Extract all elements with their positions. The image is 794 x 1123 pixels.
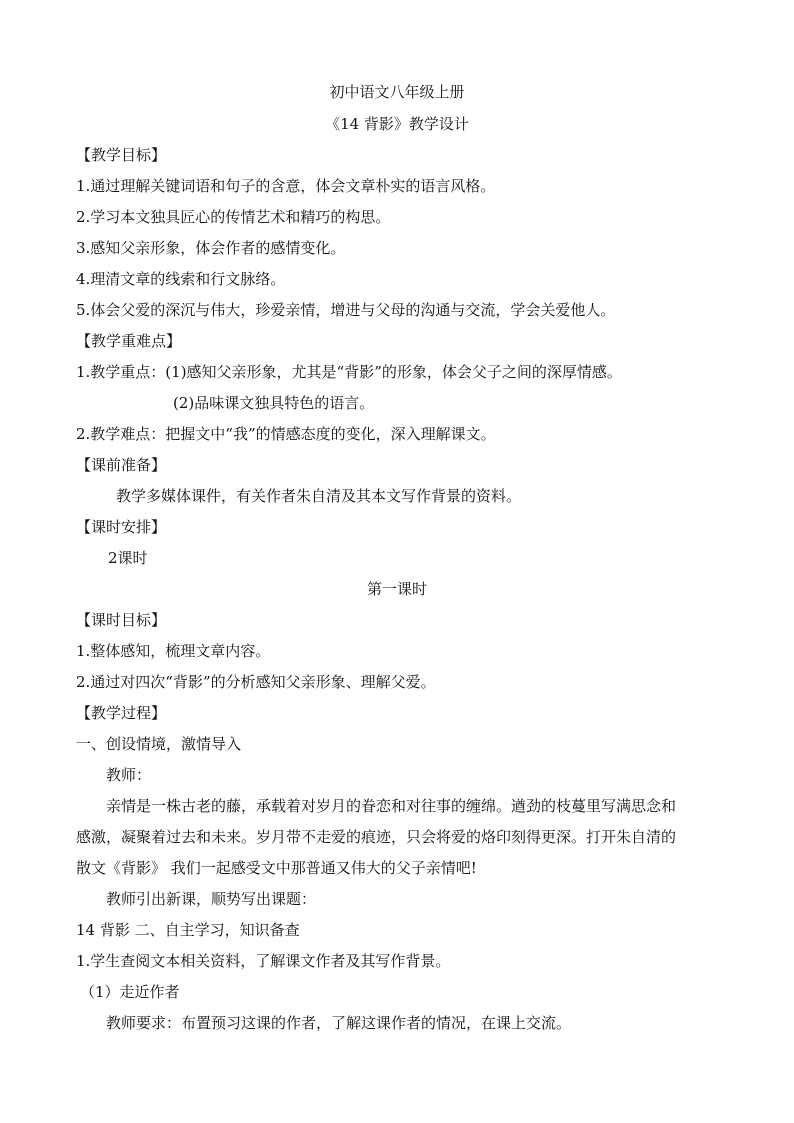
- intro-paragraph-line: 感激，凝聚着过去和未来。岁月带不走爱的痕迹，只会将爱的烙印刻得更深。打开朱自清的: [76, 828, 677, 846]
- doc-title: 初中语文八年级上册: [329, 83, 465, 101]
- intro-paragraph-line: 亲情是一株古老的藤，承载着对岁月的眷恋和对往事的缠绵。遒劲的枝蔓里写满思念和: [106, 797, 677, 815]
- lesson-goal-item: 1.整体感知，梳理文章内容。: [76, 642, 271, 660]
- lesson-title: 第一课时: [366, 580, 427, 598]
- preparation-text: 教学多媒体课件，有关作者朱自清及其本文写作背景的资料。: [116, 487, 522, 505]
- doc-subtitle: 《14 背影》教学设计: [325, 115, 469, 133]
- key-point-1: 1.教学重点：(1)感知父亲形象，尤其是“背影”的形象，体会父子之间的深厚情感。: [76, 363, 622, 381]
- goal-item: 1.通过理解关键词语和句子的含意，体会文章朴实的语言风格。: [76, 177, 496, 195]
- key-point-2: 2.教学难点：把握文中“我”的情感态度的变化，深入理解课文。: [76, 425, 496, 443]
- intro-paragraph-line: 散文《背影》 我们一起感受文中那普通又伟大的父子亲情吧!: [76, 859, 477, 877]
- step-2-item-1: 1.学生查阅文本相关资料，了解课文作者及其写作背景。: [76, 952, 451, 970]
- goal-item: 2.学习本文独具匠心的传情艺术和精巧的构思。: [76, 208, 391, 226]
- teacher-requirement: 教师要求：布置预习这课的作者，了解这课作者的情况，在课上交流。: [106, 1014, 572, 1032]
- section-heading-schedule: 【课时安排】: [76, 518, 167, 536]
- step-heading-2: 14 背影 二、自主学习，知识备查: [76, 921, 300, 939]
- section-heading-goals: 【教学目标】: [76, 146, 167, 164]
- step-heading-1: 一、创设情境，激情导入: [76, 735, 242, 753]
- lead-text: 教师引出新课，顺势写出课题：: [106, 890, 317, 908]
- section-heading-preparation: 【课前准备】: [76, 456, 167, 474]
- schedule-text: 2课时: [108, 549, 148, 567]
- section-heading-key-points: 【教学重难点】: [76, 332, 182, 350]
- goal-item: 3.感知父亲形象，体会作者的感情变化。: [76, 239, 346, 257]
- goal-item: 5.体会父爱的深沉与伟大，珍爱亲情，增进与父母的沟通与交流，学会关爱他人。: [76, 301, 616, 319]
- lesson-goal-item: 2.通过对四次“背影”的分析感知父亲形象、理解父爱。: [76, 673, 436, 691]
- key-point-1b: (2)品味课文独具特色的语言。: [173, 394, 375, 412]
- teacher-label: 教师：: [106, 766, 152, 784]
- step-2-subitem: （1）走近作者: [80, 983, 180, 1001]
- section-heading-process: 【教学过程】: [76, 704, 167, 722]
- goal-item: 4.理清文章的线索和行文脉络。: [76, 270, 286, 288]
- section-heading-lesson-goals: 【课时目标】: [76, 611, 167, 629]
